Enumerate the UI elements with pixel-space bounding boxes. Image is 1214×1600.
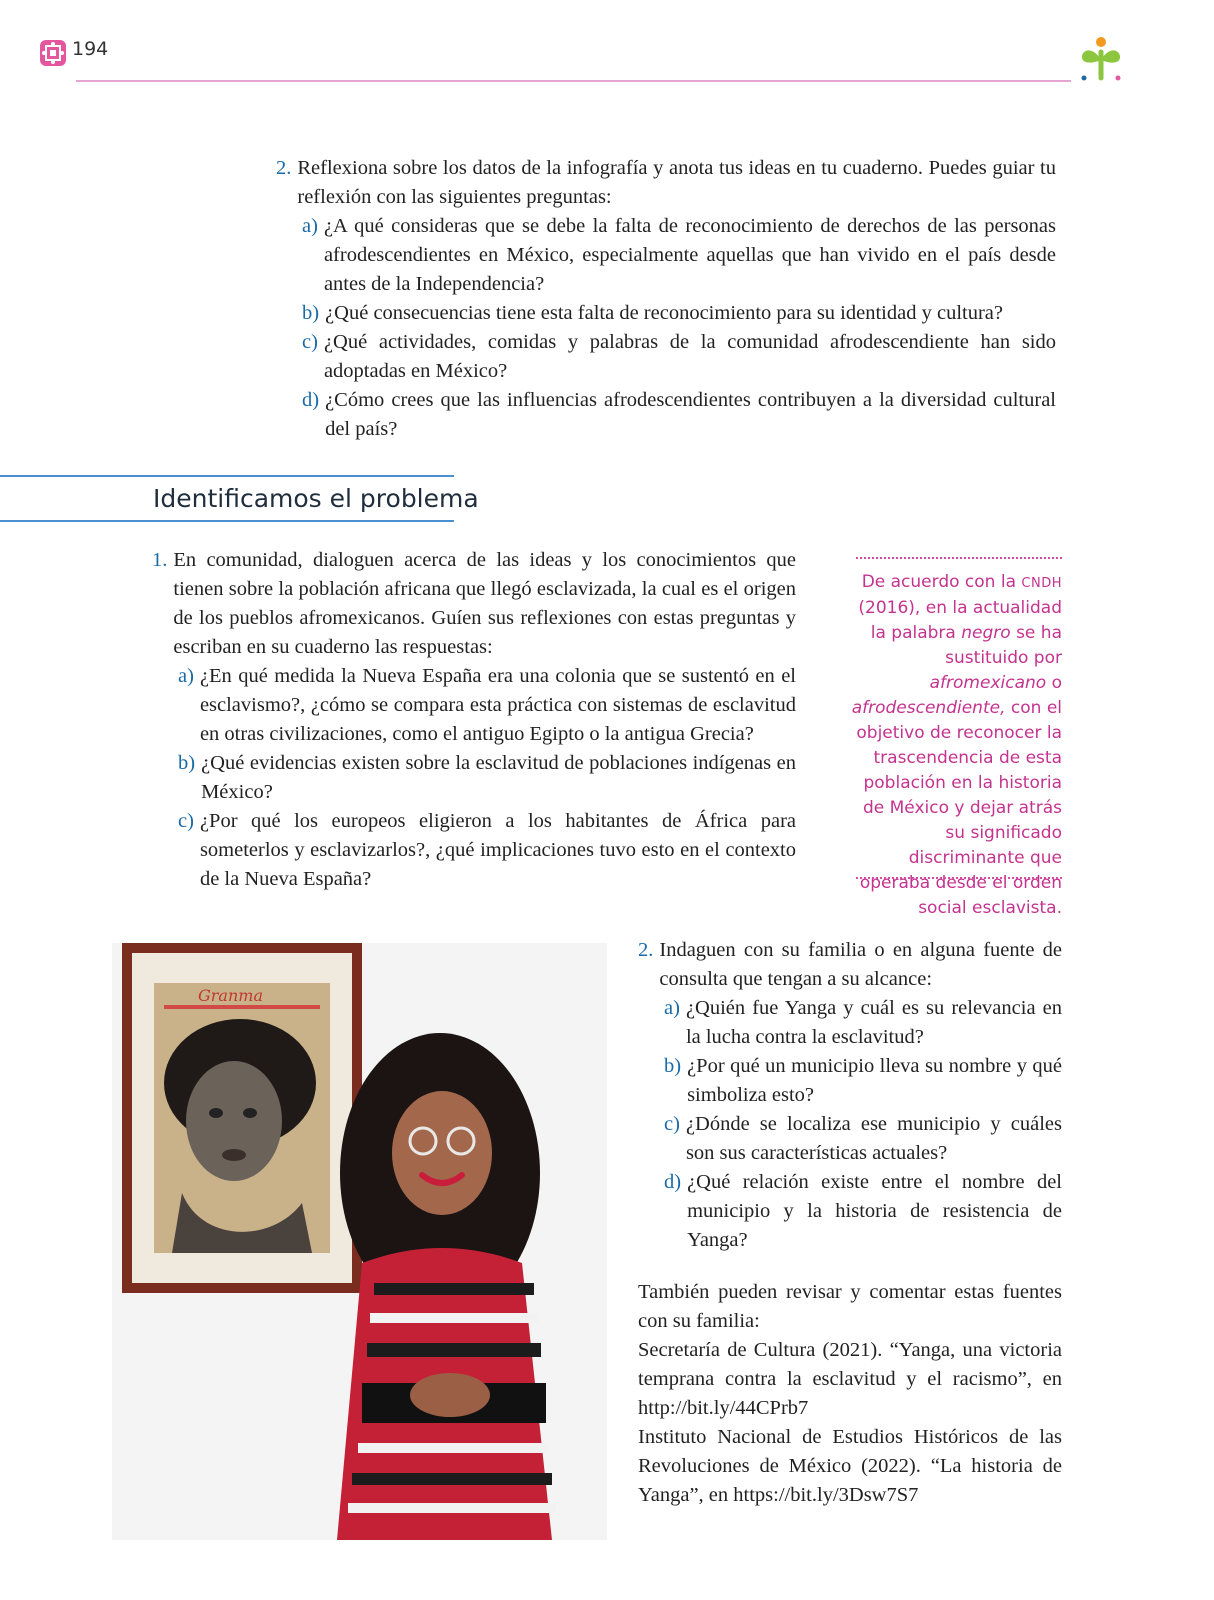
sources-block: [638, 1278, 1062, 1510]
reflection-intro: [276, 154, 1056, 212]
research-intro: [638, 936, 1062, 994]
header-rule: [76, 80, 1071, 82]
note-border-top: [856, 557, 1062, 559]
reflection-intro-text: Reflexiona sobre los datos de la infografía y anota tus ideas en tu cuaderno. Puedes guiar tu reflexión con las siguientes preguntas:: [297, 157, 1056, 208]
dialogue-intro-text: En comunidad, dialoguen acerca de las ideas y los conocimientos que tienen sobre la población africana que llegó esclavizada, la cual es el origen de los pueblos afromexicanos. Guíen sus reflexiones con estas preguntas y escriban en su cuaderno las respuestas:: [173, 549, 796, 658]
note-border-bottom: [856, 877, 1062, 879]
list-item: a) ¿A qué consideras que se debe la falta de reconocimiento de derechos de las personas afrodescendientes en México, especialmente aquellas que han vivido en el país desde antes de la Independencia?: [302, 215, 1056, 295]
series-logo-icon: [1076, 34, 1126, 86]
portrait-photo: [112, 943, 607, 1540]
list-item: b) ¿Qué evidencias existen sobre la esclavitud de poblaciones indígenas en México?: [178, 752, 796, 803]
page-number: 194: [72, 38, 109, 60]
list-item: d) ¿Cómo crees que las influencias afrodescendientes contribuyen a la diversidad cultural del país?: [302, 389, 1056, 440]
list-item: c) ¿Dónde se localiza ese municipio y cuáles son sus características actuales?: [664, 1113, 1062, 1164]
list-item: c) ¿Por qué los europeos eligieron a los habitantes de África para someterlos y esclavizarlos?, ¿qué implicaciones tuvo esto en el contexto de la Nueva España?: [178, 810, 796, 890]
portrait-illustration: [112, 943, 607, 1540]
sidebar-note: De acuerdo con la CNDH (2016), en la actualidad la palabra negro se ha sustituido por afromexicano o afrodescendiente, con el objetivo de reconocer la trascendencia de esta población en la historia de México y dejar atrás su significado discriminante que operaba desde el orden social esclavista.: [851, 572, 1062, 918]
sources-intro: También pueden revisar y comentar estas fuentes con su familia:: [638, 1281, 1062, 1332]
section-rule-top: [0, 475, 454, 477]
item-number: 1.: [152, 549, 168, 571]
section-rule-bottom: [0, 520, 454, 522]
research-activity: [638, 936, 1062, 1255]
list-item: b) ¿Por qué un municipio lleva su nombre y qué simboliza esto?: [664, 1055, 1062, 1106]
list-item: a) ¿Quién fue Yanga y cuál es su relevancia en la lucha contra la esclavitud?: [664, 997, 1062, 1048]
reflection-activity: [276, 154, 1056, 444]
item-number: 2.: [638, 939, 654, 961]
source-reference: Secretaría de Cultura (2021). “Yanga, una victoria temprana contra la esclavitud y el racismo”, en http://bit.ly/44CPrb7: [638, 1339, 1062, 1419]
research-intro-text: Indaguen con su familia o en alguna fuente de consulta que tengan a su alcance:: [659, 939, 1062, 990]
item-number: 2.: [276, 157, 292, 179]
list-item: b) ¿Qué consecuencias tiene esta falta de reconocimiento para su identidad y cultura?: [302, 302, 1003, 324]
source-reference: Instituto Nacional de Estudios Históricos de las Revoluciones de México (2022). “La historia de Yanga”, en https://bit.ly/3Dsw7S7: [638, 1426, 1062, 1506]
list-item: c) ¿Qué actividades, comidas y palabras de la comunidad afrodescendiente han sido adoptadas en México?: [302, 331, 1056, 382]
dialogue-intro: [152, 546, 796, 662]
section-heading: Identificamos el problema: [153, 484, 479, 513]
corner-ornament-icon: [38, 38, 68, 68]
list-item: d) ¿Qué relación existe entre el nombre del municipio y la historia de resistencia de Yanga?: [664, 1171, 1062, 1251]
dialogue-activity: [152, 546, 796, 894]
poster-title: Granma: [198, 986, 263, 1005]
list-item: a) ¿En qué medida la Nueva España era una colonia que se sustentó en el esclavismo?, ¿cómo se compara esta práctica con sistemas de esclavitud en otras civilizaciones, como el antiguo Egipto o la antigua Grecia?: [178, 665, 796, 745]
